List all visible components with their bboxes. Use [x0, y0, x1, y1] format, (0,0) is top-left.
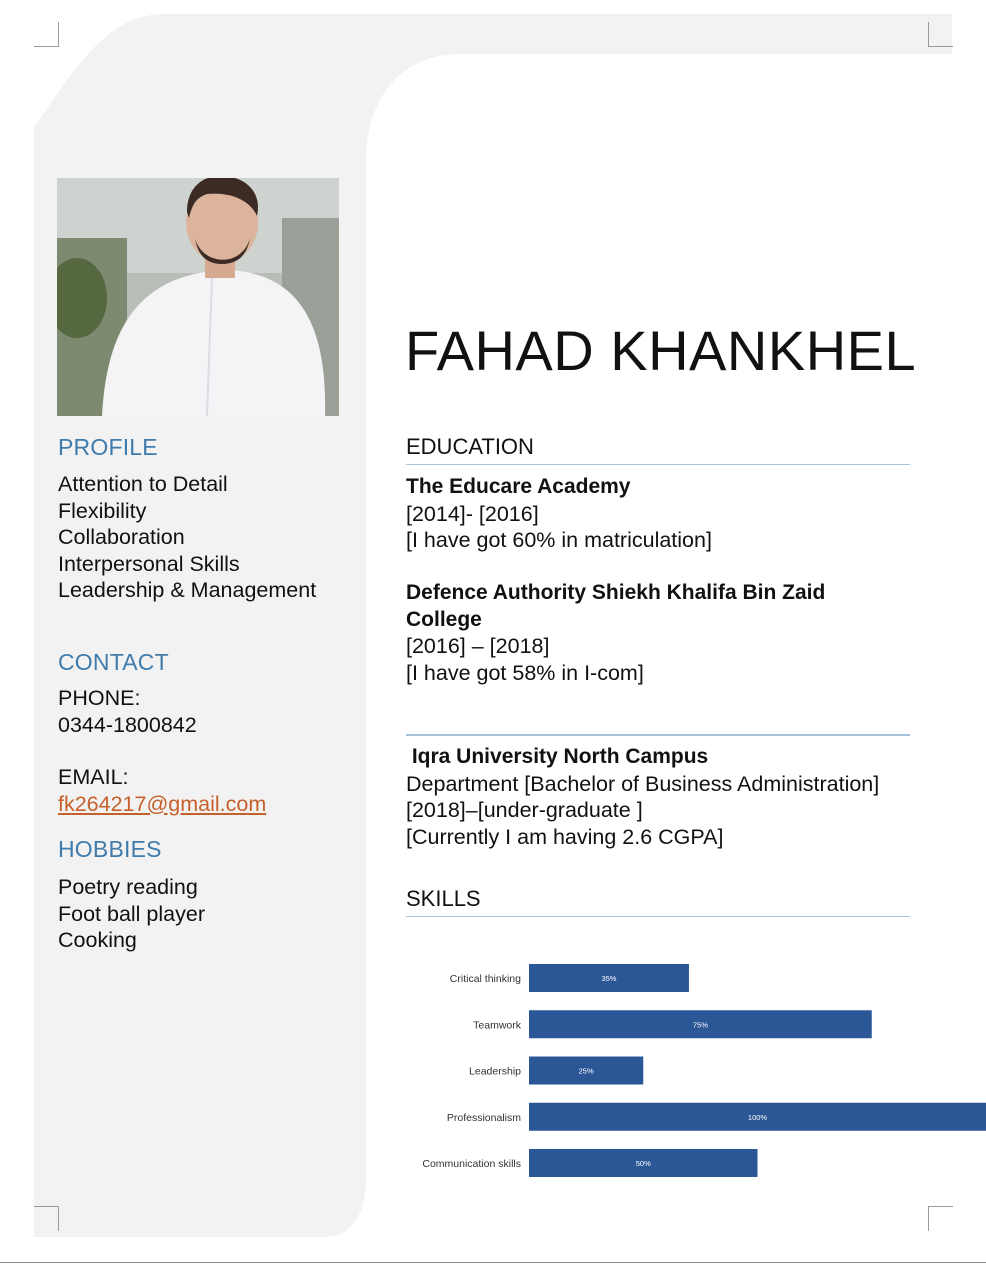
email-label: EMAIL: [58, 765, 129, 789]
crop-mark-top-left [34, 22, 59, 47]
hobbies-heading: HOBBIES [58, 836, 162, 862]
hobby-item: Cooking [58, 928, 137, 952]
school-name: The Educare Academy [406, 475, 631, 498]
profile-item: Flexibility [58, 498, 147, 523]
profile-item: Interpersonal Skills [58, 551, 240, 576]
skills-bar-chart [400, 950, 986, 1190]
skill-value-label: 25% [578, 1066, 594, 1076]
school-years: [2016] – [2018] [406, 634, 550, 658]
skill-value-label: 100% [747, 1112, 768, 1122]
school-note: [Currently I am having 2.6 CGPA] [406, 824, 724, 849]
profile-item: Leadership & Management [58, 578, 317, 602]
phone-label: PHONE: [58, 686, 141, 710]
profile-item: Collaboration [58, 525, 185, 549]
skill-category-label: Teamwork [473, 1019, 521, 1032]
skill-category-label: Critical thinking [449, 973, 521, 985]
school-name: Defence Authority Shiekh Khalifa Bin Zaid College [406, 581, 826, 631]
profile-item: Attention to Detail [58, 472, 228, 496]
school-years: [2018]–[under-graduate ] [406, 798, 643, 822]
education-entry [406, 474, 926, 554]
skill-value-label: 35% [601, 974, 617, 983]
profile-list [58, 471, 316, 604]
profile-heading: PROFILE [58, 434, 158, 460]
school-note: [I have got 58% in I-com] [406, 660, 644, 685]
school-note: [I have got 60% in matriculation] [406, 528, 712, 552]
skill-value-label: 75% [692, 1020, 708, 1030]
crop-mark-bottom-left [34, 1206, 59, 1231]
contact-block [58, 685, 266, 817]
skills-heading: SKILLS [406, 886, 910, 917]
education-entry [406, 744, 926, 850]
hobby-item: Foot ball player [58, 901, 205, 926]
skill-category-label: Leadership [469, 1065, 521, 1078]
skill-category-label: Communication skills [422, 1158, 521, 1170]
candidate-name: FAHAD KHANKHEL [405, 319, 917, 382]
hobbies-list [58, 874, 205, 954]
email-link[interactable]: fk264217@gmail.com [58, 791, 267, 816]
education-entry [406, 580, 846, 686]
school-department: Department [Bachelor of Business Administration] [406, 771, 880, 796]
education-divider [406, 734, 910, 736]
school-name: Iqra University North Campus [406, 745, 709, 768]
profile-photo [57, 178, 339, 416]
skill-value-label: 50% [635, 1159, 651, 1168]
education-heading: EDUCATION [406, 434, 910, 465]
hobby-item: Poetry reading [58, 875, 198, 899]
contact-heading: CONTACT [58, 649, 169, 675]
crop-mark-top-right [928, 22, 953, 47]
school-years: [2014]- [2016] [406, 501, 539, 526]
phone-number: 0344-1800842 [58, 712, 197, 737]
skill-category-label: Professionalism [446, 1111, 521, 1124]
page-bottom-rule [0, 1262, 986, 1263]
crop-mark-bottom-right [928, 1206, 953, 1231]
